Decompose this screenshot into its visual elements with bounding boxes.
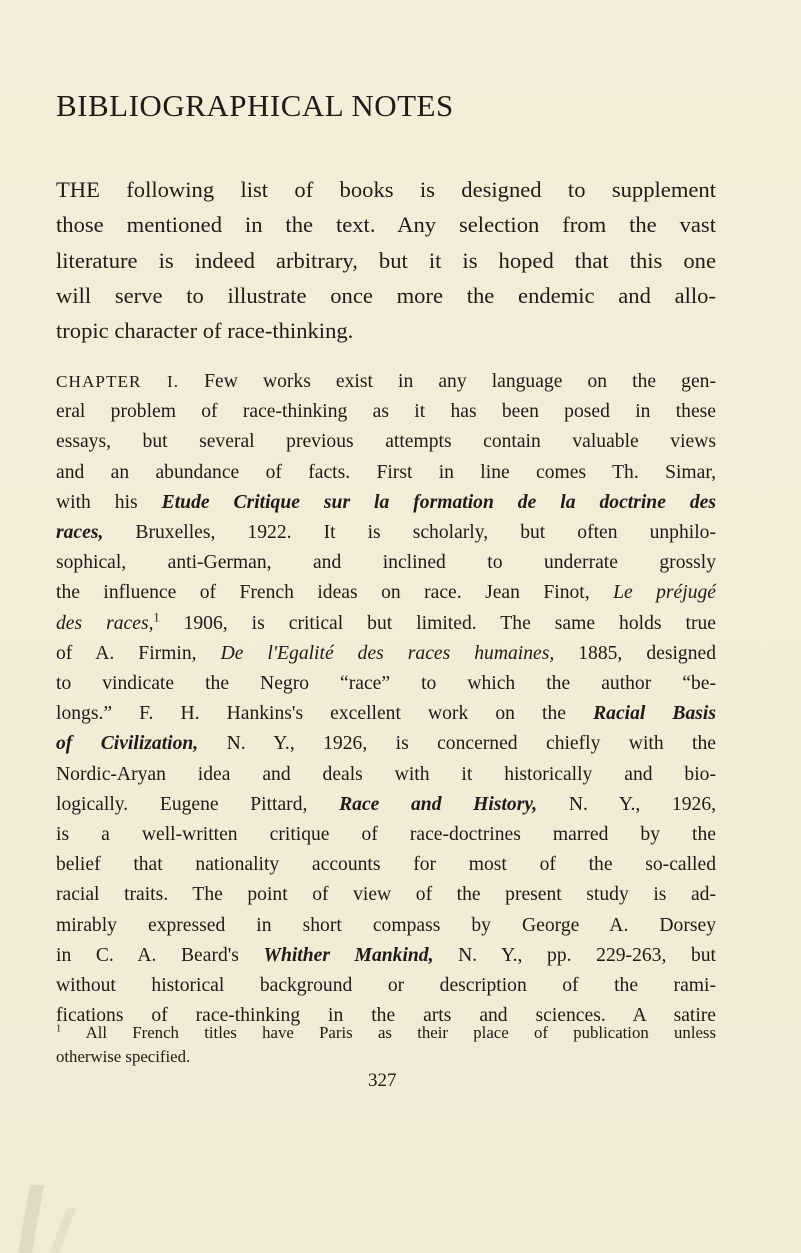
chapter-line: belief that nationality accounts for most of the so-called: [56, 854, 716, 876]
footnote-text: All French titles have Paris as their place of publication unless: [61, 1023, 716, 1042]
page-number: 327: [368, 1070, 397, 1091]
book-title: of Civilization,: [56, 733, 199, 755]
scan-shadow: [18, 1185, 44, 1253]
chapter-line: and an abundance of facts. First in line comes Th. Simar,: [56, 461, 716, 483]
chapter-line: [56, 578, 716, 608]
text-fragment: with his: [56, 491, 162, 513]
chapter-label: CHAPTER I.: [56, 372, 180, 391]
chapter-line: [56, 488, 716, 518]
chapter-one-paragraph: [56, 367, 716, 1031]
text-fragment: longs.” F. H. Hankins's excellent work on the: [56, 703, 594, 725]
chapter-line: [56, 518, 716, 548]
footnote: [56, 1021, 716, 1069]
book-title: Etude Critique sur la formation de la doctrine des: [161, 491, 716, 513]
chapter-line: essays, but several previous attempts contain valuable views: [56, 431, 716, 453]
footnote-number: 1: [56, 1023, 62, 1035]
chapter-line: sophical, anti-German, and inclined to underrate grossly: [56, 552, 716, 574]
chapter-line: [56, 729, 716, 759]
chapter-line: [56, 609, 716, 639]
book-title: des races,: [56, 612, 154, 634]
footnote-reference: 1: [153, 610, 160, 625]
text-fragment: Bruxelles, 1922. It is scholarly, but often unphilo-: [103, 522, 716, 544]
footnote-line: [56, 1021, 716, 1045]
chapter-line: fications of race-thinking in the arts and sciences. A satire: [56, 1005, 716, 1027]
chapter-line: mirably expressed in short compass by George A. Dorsey: [56, 914, 716, 936]
chapter-line: [56, 367, 716, 397]
chapter-line: without historical background or description of the rami-: [56, 975, 716, 997]
text-fragment: logically. Eugene Pittard,: [56, 793, 340, 815]
book-title: Whither Mankind,: [263, 944, 434, 966]
chapter-line: [56, 699, 716, 729]
text-fragment: N. Y., 1926, is concerned chiefly with the: [198, 733, 716, 755]
text-fragment: of A. Firmin,: [56, 642, 221, 664]
book-title: Racial Basis: [593, 703, 716, 725]
text-fragment: 1885, designed: [554, 642, 716, 664]
chapter-line: racial traits. The point of view of the present study is ad-: [56, 884, 716, 906]
chapter-line: is a well-written critique of race-doctrines marred by the: [56, 824, 716, 846]
chapter-line: eral problem of race-thinking as it has been posed in these: [56, 401, 716, 423]
chapter-line: to vindicate the Negro “race” to which the author “be-: [56, 673, 716, 695]
text-fragment: 1906, is critical but limited. The same holds true: [159, 612, 716, 634]
book-title: Race and History,: [339, 793, 538, 815]
intro-paragraph: [56, 172, 716, 348]
book-title: De l'Egalité des races humaines,: [220, 642, 555, 664]
text-fragment: in C. A. Beard's: [56, 944, 264, 966]
scan-shadow: [50, 1208, 76, 1253]
book-title: races,: [56, 522, 104, 544]
chapter-line-text: Few works exist in any language on the gen-: [179, 371, 716, 392]
chapter-line: [56, 941, 716, 971]
chapter-line: Nordic-Aryan idea and deals with it historically and bio-: [56, 763, 716, 785]
intro-line: literature is indeed arbitrary, but it is hoped that this one: [56, 247, 716, 273]
intro-line: THE following list of books is designed to supplement: [56, 177, 716, 202]
book-title: Le préjugé: [613, 582, 716, 604]
text-fragment: N. Y., 1926,: [537, 793, 717, 815]
text-fragment: the influence of French ideas on race. Jean Finot,: [56, 582, 614, 604]
chapter-line: [56, 639, 716, 669]
text-fragment: N. Y., pp. 229-263, but: [433, 944, 716, 966]
intro-line: will serve to illustrate once more the endemic and allo-: [56, 282, 716, 308]
intro-line: those mentioned in the text. Any selection from the vast: [56, 212, 716, 238]
chapter-line: [56, 790, 716, 820]
footnote-line: otherwise specified.: [56, 1047, 191, 1066]
intro-line: tropic character of race-thinking.: [56, 318, 354, 344]
page-heading: BIBLIOGRAPHICAL NOTES: [56, 88, 454, 123]
